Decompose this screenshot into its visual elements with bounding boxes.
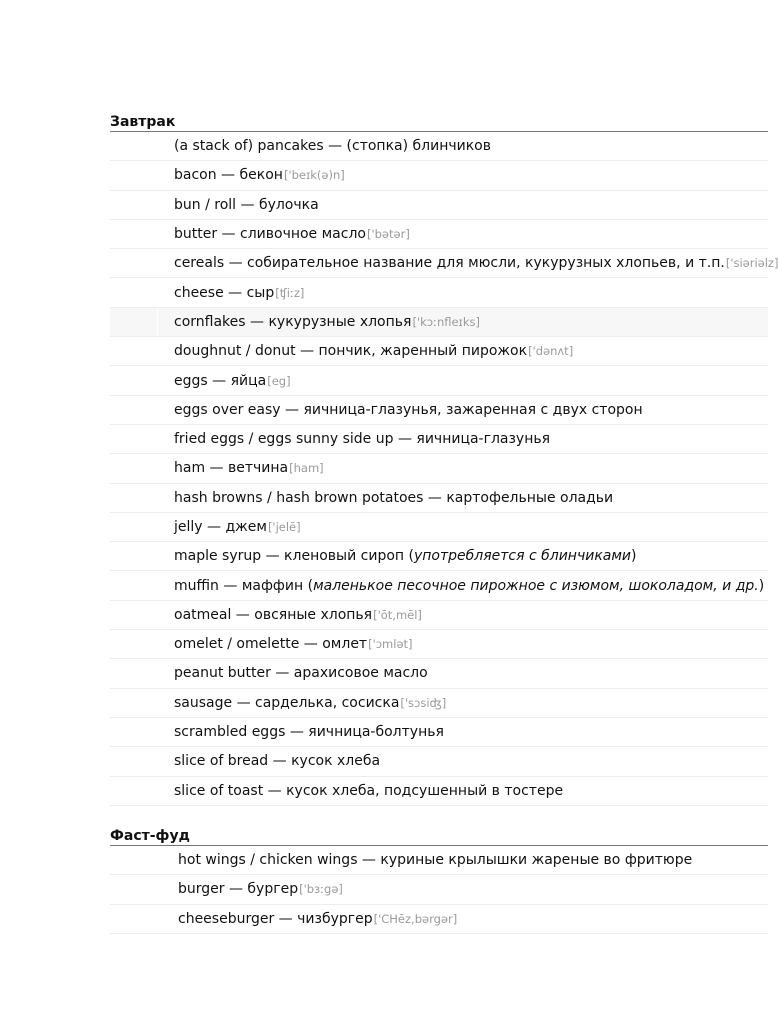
- entry-text: [178, 875, 343, 903]
- list-item: [110, 484, 768, 513]
- entry-translation: maple syrup — кленовый сироп (: [174, 548, 414, 565]
- breakfast-list: [110, 132, 778, 806]
- entry-note: употребляется с блинчиками: [413, 548, 632, 565]
- entry-transcription: [ham]: [289, 461, 324, 476]
- entry-translation: bun / roll — булочка: [174, 196, 319, 213]
- list-item: [110, 601, 768, 630]
- entry-note: маленькое песочное пирожное с изюмом, шоколадом, и др.: [313, 577, 759, 594]
- entry-translation: eggs — яйца: [174, 372, 267, 389]
- entry-text: [174, 161, 345, 189]
- entry-text: [174, 366, 291, 394]
- entry-translation: cereals — собирательное название для мюсли, кукурузных хлопьев, и т.п.: [174, 255, 725, 272]
- entry-text: [174, 132, 491, 160]
- entry-transcription: ['sɔsiʤ]: [400, 695, 447, 710]
- entry-text: [174, 542, 637, 570]
- entry-translation: fried eggs / eggs sunny side up — яичница-глазунья: [174, 431, 551, 448]
- entry-text: [174, 777, 563, 805]
- entry-text: [174, 308, 480, 336]
- list-item: [110, 220, 768, 249]
- entry-translation: bacon — бекон: [174, 167, 283, 184]
- entry-translation: cheeseburger — чизбургер: [178, 910, 373, 927]
- list-item: [110, 689, 768, 718]
- list-item: [110, 777, 768, 806]
- entry-translation: peanut butter — арахисовое масло: [174, 665, 428, 682]
- entry-text: [174, 249, 778, 277]
- entry-text: [174, 747, 380, 775]
- entry-translation: omelet / omelette — омлет: [174, 636, 368, 653]
- entry-translation: sausage — сарделька, сосиска: [174, 694, 400, 711]
- entry-text: [174, 601, 422, 629]
- entry-text: [174, 513, 301, 541]
- entry-text: [174, 484, 613, 512]
- list-item: [110, 454, 768, 483]
- entry-tail: ): [758, 577, 765, 594]
- entry-translation: hash browns / hash brown potatoes — картофельные оладьи: [174, 489, 614, 506]
- list-item: [110, 718, 768, 747]
- entry-text: [174, 396, 643, 424]
- entry-translation: muffin — маффин (: [174, 577, 314, 594]
- entry-text: [174, 425, 550, 453]
- entry-transcription: ['kɔːnfleɪks]: [412, 314, 480, 329]
- list-item: [110, 191, 768, 220]
- list-item: [110, 425, 768, 454]
- entry-translation: cornflakes — кукурузные хлопья: [174, 313, 412, 330]
- entry-text: [174, 191, 319, 219]
- entry-transcription: ['beɪk(ə)n]: [283, 168, 345, 183]
- list-item: [110, 278, 768, 307]
- list-item: [110, 630, 768, 659]
- entry-translation: ham — ветчина: [174, 460, 289, 477]
- list-item: [110, 396, 768, 425]
- entry-transcription: ['ōt,mēl]: [373, 607, 422, 622]
- entry-translation: jelly — джем: [174, 519, 267, 535]
- entry-text: [174, 630, 413, 658]
- entry-transcription: ['CHēz,bərgər]: [373, 911, 458, 926]
- list-item: [110, 337, 768, 366]
- entry-transcription: ['siəriəlz]: [725, 256, 778, 271]
- fastfood-section: [110, 828, 768, 934]
- list-item: [110, 513, 768, 542]
- entry-translation: oatmeal — овсяные хлопья: [174, 606, 373, 623]
- list-item: [110, 132, 768, 161]
- list-item: [110, 747, 768, 776]
- entry-text: [174, 220, 410, 248]
- entry-text: [174, 454, 324, 482]
- section-title-fastfood: Фаст-фуд: [110, 828, 768, 846]
- section-title-breakfast: Завтрак: [110, 114, 768, 132]
- entry-text: [174, 659, 428, 687]
- list-item: [110, 659, 768, 688]
- entry-text: [178, 846, 692, 874]
- list-item: [110, 542, 768, 571]
- entry-translation: eggs over easy — яичница-глазунья, зажаренная с двух сторон: [174, 401, 643, 418]
- entry-text: [174, 278, 304, 306]
- list-item: [110, 846, 768, 875]
- entry-transcription: [ʧiːz]: [275, 285, 305, 300]
- entry-translation: cheese — сыр: [174, 284, 275, 301]
- entry-text: [178, 905, 457, 933]
- entry-transcription: ['ɔmlət]: [368, 637, 413, 652]
- list-item: [110, 249, 778, 278]
- list-item: [110, 161, 768, 190]
- list-item: [110, 905, 768, 934]
- entry-translation: doughnut / donut — пончик, жаренный пирожок: [174, 343, 528, 360]
- list-item: [110, 571, 768, 600]
- entry-transcription: [eg]: [267, 373, 291, 388]
- entry-text: [174, 337, 573, 365]
- entry-text: [174, 571, 764, 599]
- list-item: [110, 875, 768, 904]
- list-item: [110, 366, 768, 395]
- breakfast-section: [110, 114, 778, 806]
- entry-text: [174, 718, 444, 746]
- entry-text: [174, 689, 446, 717]
- entry-transcription: ['jelē]: [267, 520, 301, 534]
- entry-translation: burger — бургер: [178, 881, 299, 898]
- entry-transcription: ['bɜːgə]: [299, 882, 343, 897]
- entry-translation: (a stack of) pancakes — (стопка) блинчиков: [174, 138, 492, 155]
- entry-translation: butter — сливочное масло: [174, 226, 366, 243]
- entry-transcription: ['bətər]: [366, 227, 410, 242]
- entry-translation: slice of bread — кусок хлеба: [174, 753, 381, 770]
- entry-transcription: ['dənʌt]: [528, 344, 574, 359]
- entry-translation: scrambled eggs — яичница-болтунья: [174, 724, 444, 741]
- entry-tail: ): [631, 548, 637, 565]
- fastfood-list: [110, 846, 768, 934]
- entry-translation: hot wings / chicken wings — куриные крылышки жареные во фритюре: [178, 852, 693, 869]
- list-item: [110, 308, 768, 337]
- entry-translation: slice of toast — кусок хлеба, подсушенный в тостере: [174, 782, 564, 799]
